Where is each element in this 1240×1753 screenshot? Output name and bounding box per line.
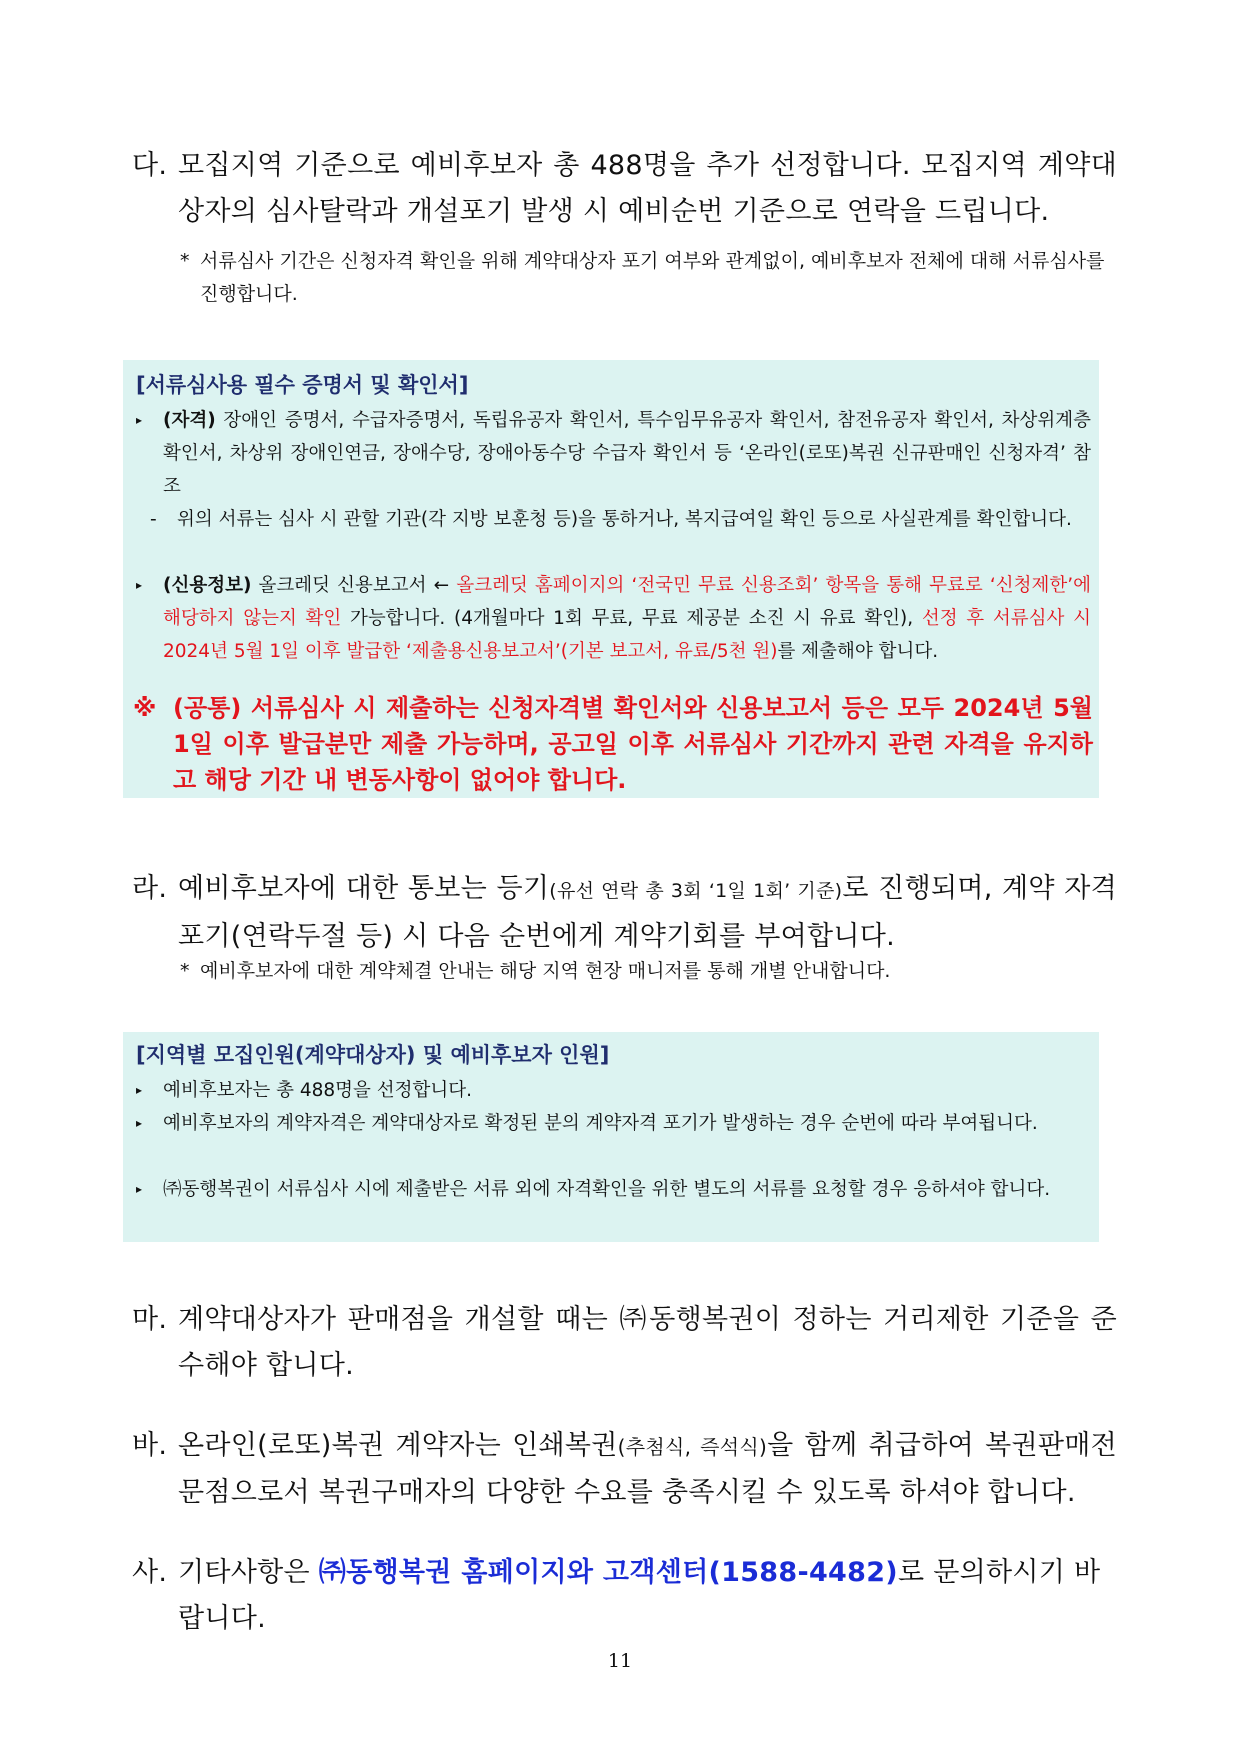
- triangle-bullet-icon: ▸: [136, 413, 143, 427]
- qualification-text: 장애인 증명서, 수급자증명서, 독립유공자 확인서, 특수임무유공자 확인서, 참전유공자 확인서, 차상위계층 확인서, 차상위 장애인연금, 장애수당, 장애아동수당 수급자 확인서 등 ‘온라인(로또)복권 신규판매인 신청자격’ 참조: [163, 410, 1091, 497]
- common-requirement-text: (공통) 서류심사 시 제출하는 신청자격별 확인서와 신용보고서 등은 모두 2024년 5월 1일 이후 발급분만 제출 가능하며, 공고일 이후 서류심사 기간까지 관련 자격을 유지하고 해당 기간 내 변동사항이 없어야 합니다.: [173, 694, 1093, 794]
- section-da-note-text: 서류심사 기간은 신청자격 확인을 위해 계약대상자 포기 여부와 관계없이, 예비후보자 전체에 대해 서류심사를 진행합니다.: [200, 250, 1105, 305]
- bullet-item: [136, 1173, 1091, 1206]
- section-ba: [132, 1423, 1117, 1516]
- reference-mark: ※: [133, 694, 157, 722]
- customer-center-contact: ㈜동행복권 홈페이지와 고객센터(1588-4482): [318, 1557, 898, 1588]
- credit-text-1: 올크레딧 신용보고서 ←: [251, 575, 457, 596]
- bullet-text: 예비후보자는 총 488명을 선정합니다.: [163, 1080, 473, 1101]
- required-documents-box: [123, 360, 1099, 798]
- section-ra-text: 예비후보자에 대한 통보는 등기(유선 연락 총 3회 ‘1일 1회’ 기준)로 진행되며, 계약 자격 포기(연락두절 등) 시 다음 순번에게 계약기회를 부여합니다.: [178, 873, 1117, 952]
- section-ra: [132, 866, 1117, 960]
- bullet-text: 예비후보자의 계약자격은 계약대상자로 확정된 분의 계약자격 포기가 발생하는 경우 순번에 따라 부여됩니다.: [163, 1113, 1038, 1134]
- note-asterisk: *: [180, 960, 190, 982]
- section-ba-text: 온라인(로또)복권 계약자는 인쇄복권(추첨식, 즉석식)을 함께 취급하여 복권판매전문점으로서 복권구매자의 다양한 수요를 충족시킬 수 있도록 하셔야 합니다.: [178, 1430, 1117, 1508]
- triangle-bullet-icon: ▸: [136, 1116, 143, 1130]
- credit-label: (신용정보): [163, 575, 252, 596]
- required-documents-title: [서류심사용 필수 증명서 및 확인서]: [136, 373, 469, 397]
- bullet-text: ㈜동행복권이 서류심사 시에 제출받은 서류 외에 자격확인을 위한 별도의 서류를 요청할 경우 응하셔야 합니다.: [163, 1179, 1051, 1200]
- bullet-credit-info: [136, 569, 1091, 668]
- credit-text-2: 가능합니다. (4개월마다 1회 무료, 무료 제공분 소진 시 유료 확인),: [341, 608, 922, 629]
- section-ra-note: [180, 955, 1120, 988]
- section-ma-text: 계약대상자가 판매점을 개설할 때는 ㈜동행복권이 정하는 거리제한 기준을 준수해야 합니다.: [178, 1304, 1117, 1381]
- qualification-label: (자격): [163, 410, 216, 431]
- regional-recruitment-box: [123, 1032, 1099, 1242]
- triangle-bullet-icon: ▸: [136, 1083, 143, 1097]
- section-ma-marker: 마.: [132, 1304, 168, 1335]
- credit-red-text-1: 올크레딧 홈페이지의 ‘전국민 무료 신용조회’ 항목을 통해 무료로 ‘신청제한’에 해당하지 않는지 확인: [163, 575, 1091, 629]
- section-ra-note-text: 예비후보자에 대한 계약체결 안내는 해당 지역 현장 매니저를 통해 개별 안내합니다.: [200, 960, 891, 982]
- section-da-marker: 다.: [132, 150, 168, 181]
- section-da: [132, 143, 1117, 235]
- triangle-bullet-icon: ▸: [136, 578, 143, 592]
- section-sa-text: 기타사항은 ㈜동행복권 홈페이지와 고객센터(1588-4482)로 문의하시기 바랍니다.: [178, 1557, 1101, 1634]
- common-requirement-notice: [133, 690, 1093, 798]
- regional-recruitment-title: [지역별 모집인원(계약대상자) 및 예비후보자 인원]: [136, 1043, 610, 1067]
- note-asterisk: *: [180, 250, 190, 272]
- section-ma: [132, 1297, 1117, 1389]
- section-sa: [132, 1550, 1117, 1642]
- credit-red-text-2: 선정 후 서류심사 시 2024년 5월 1일 이후 발급한 ‘제출용신용보고서’(기본 보고서, 유료/5천 원): [163, 608, 1091, 662]
- section-ba-small-text: (추첨식, 즉석식): [617, 1435, 768, 1459]
- section-da-text: 모집지역 기준으로 예비후보자 총 488명을 추가 선정합니다. 모집지역 계약대상자의 심사탈락과 개설포기 발생 시 예비순번 기준으로 연락을 드립니다.: [178, 150, 1117, 227]
- section-da-note: [180, 245, 1120, 311]
- section-sa-marker: 사.: [132, 1557, 168, 1588]
- page-number: 11: [607, 1650, 633, 1672]
- bullet-item: [136, 1107, 1091, 1140]
- bullet-item: [136, 1074, 1091, 1107]
- bullet-qualification: [136, 404, 1091, 503]
- section-ra-small-text: (유선 연락 총 3회 ‘1일 1회’ 기준): [549, 880, 843, 902]
- section-ra-marker: 라.: [132, 873, 168, 904]
- credit-text-3: 를 제출해야 합니다.: [777, 641, 939, 662]
- triangle-bullet-icon: ▸: [136, 1182, 143, 1196]
- section-ba-marker: 바.: [132, 1430, 168, 1461]
- sub-note-text: 위의 서류는 심사 시 관할 기관(각 지방 보훈청 등)을 통하거나, 복지급여일 확인 등으로 사실관계를 확인합니다.: [177, 509, 1072, 530]
- dash-marker: -: [150, 509, 157, 530]
- sub-note-verification: [150, 503, 1091, 536]
